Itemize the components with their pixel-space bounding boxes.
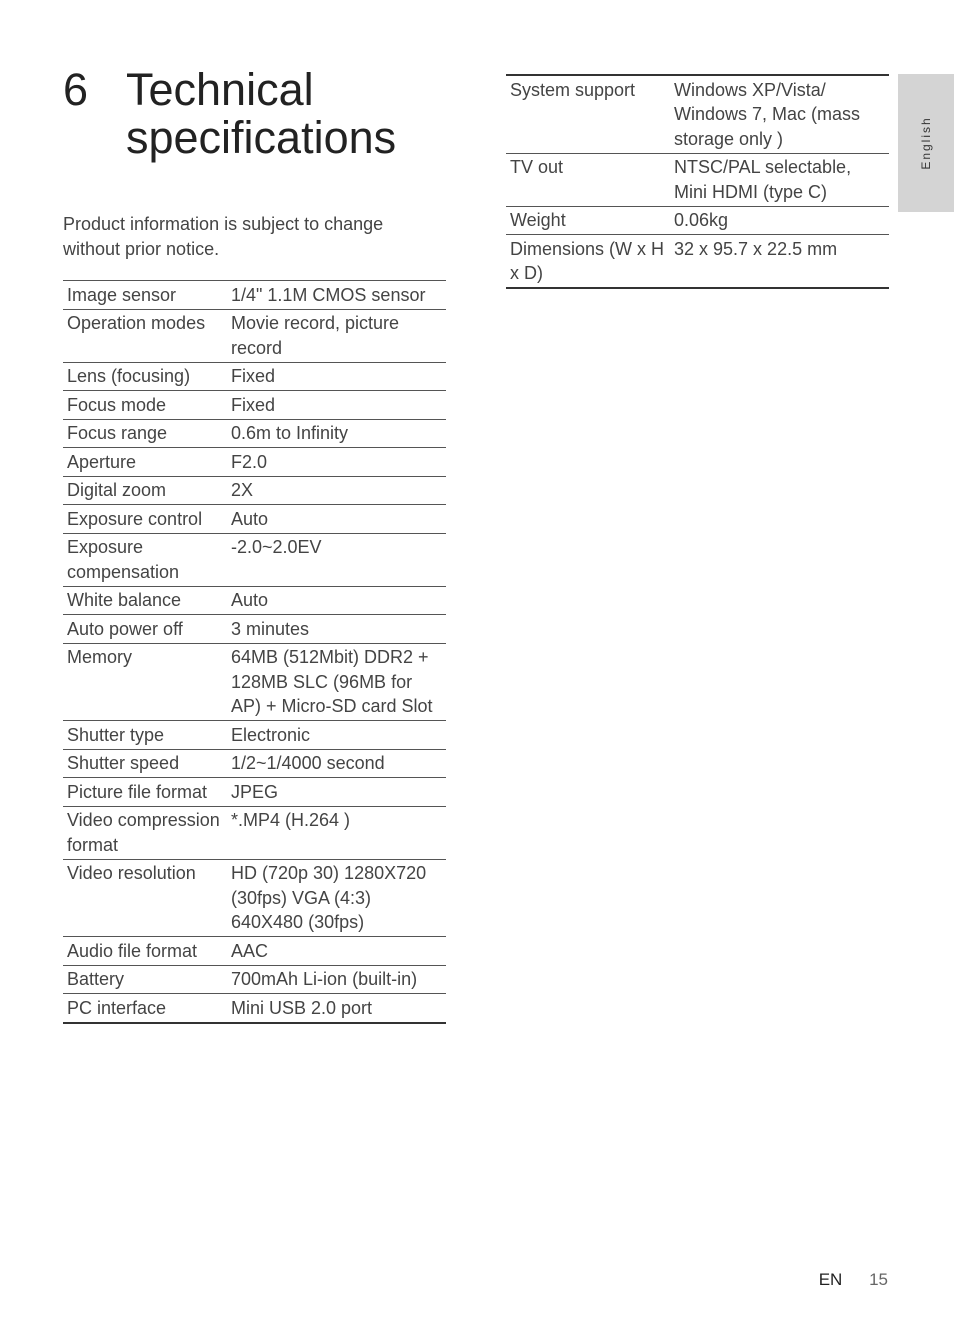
spec-label: Battery [63, 965, 227, 994]
table-row [63, 281, 446, 310]
spec-value: *.MP4 (H.264 ) [227, 806, 446, 859]
spec-value: 1/2~1/4000 second [227, 749, 446, 778]
spec-value: 0.06kg [670, 206, 889, 235]
table-row [63, 448, 446, 477]
page-footer [819, 1270, 888, 1290]
section-title [63, 66, 446, 162]
table-row [63, 859, 446, 937]
spec-label: Image sensor [63, 281, 227, 310]
spec-value: 32 x 95.7 x 22.5 mm [670, 235, 889, 289]
table-row [63, 965, 446, 994]
table-row [63, 778, 446, 807]
table-row [506, 235, 889, 289]
spec-label: Dimensions (W x H x D) [506, 235, 670, 289]
table-row [63, 391, 446, 420]
spec-value: Auto [227, 586, 446, 615]
spec-value: 3 minutes [227, 615, 446, 644]
table-row [63, 586, 446, 615]
spec-label: Exposure compensation [63, 533, 227, 586]
table-row [506, 153, 889, 206]
table-row [506, 206, 889, 235]
spec-label: Video compression format [63, 806, 227, 859]
spec-value: 1/4" 1.1M CMOS sensor [227, 281, 446, 310]
spec-label: PC interface [63, 994, 227, 1023]
spec-value: 2X [227, 476, 446, 505]
language-label: English [919, 116, 933, 170]
spec-label: Shutter speed [63, 749, 227, 778]
spec-value: 0.6m to Infinity [227, 419, 446, 448]
spec-table-left [63, 280, 446, 1024]
table-row [63, 309, 446, 362]
spec-value: AAC [227, 937, 446, 966]
spec-label: Video resolution [63, 859, 227, 937]
spec-table-right [506, 74, 889, 289]
spec-value: 64MB (512Mbit) DDR2 + 128MB SLC (96MB for AP) + Micro-SD card Slot [227, 643, 446, 721]
footer-language: EN [818, 1270, 843, 1289]
intro-text: Product information is subject to change without prior notice. [63, 214, 384, 259]
spec-label: System support [506, 75, 670, 153]
spec-value: HD (720p 30) 1280X720 (30fps) VGA (4:3) 640X480 (30fps) [227, 859, 446, 937]
language-side-tab [898, 74, 954, 212]
page-number: 15 [869, 1270, 888, 1289]
spec-value: Fixed [227, 362, 446, 391]
table-row [63, 533, 446, 586]
spec-label: Digital zoom [63, 476, 227, 505]
table-row [63, 615, 446, 644]
spec-label: Lens (focusing) [63, 362, 227, 391]
table-row [63, 505, 446, 534]
spec-label: Audio file format [63, 937, 227, 966]
table-row [63, 643, 446, 721]
spec-value: 700mAh Li-ion (built-in) [227, 965, 446, 994]
spec-label: Memory [63, 643, 227, 721]
spec-label: Weight [506, 206, 670, 235]
spec-value: JPEG [227, 778, 446, 807]
section-number: 6 [63, 64, 89, 115]
table-row [63, 749, 446, 778]
spec-value: F2.0 [227, 448, 446, 477]
table-row [506, 75, 889, 153]
spec-value: Fixed [227, 391, 446, 420]
table-row [63, 806, 446, 859]
table-row [63, 362, 446, 391]
spec-value: Windows XP/Vista/ Windows 7, Mac (mass storage only ) [670, 75, 889, 153]
spec-label: Exposure control [63, 505, 227, 534]
spec-label: TV out [506, 153, 670, 206]
table-row [63, 476, 446, 505]
spec-label: Focus range [63, 419, 227, 448]
spec-value: Movie record, picture record [227, 309, 446, 362]
spec-label: Focus mode [63, 391, 227, 420]
table-row [63, 994, 446, 1023]
spec-label: Picture file format [63, 778, 227, 807]
spec-value: -2.0~2.0EV [227, 533, 446, 586]
spec-value: NTSC/PAL selectable, Mini HDMI (type C) [670, 153, 889, 206]
table-row [63, 937, 446, 966]
table-row [63, 419, 446, 448]
table-row [63, 721, 446, 750]
spec-value: Mini USB 2.0 port [227, 994, 446, 1023]
spec-value: Electronic [227, 721, 446, 750]
spec-label: Auto power off [63, 615, 227, 644]
spec-label: Shutter type [63, 721, 227, 750]
spec-label: Operation modes [63, 309, 227, 362]
spec-value: Auto [227, 505, 446, 534]
spec-label: White balance [63, 586, 227, 615]
section-title-text: Technical specifications [126, 64, 397, 163]
spec-label: Aperture [63, 448, 227, 477]
